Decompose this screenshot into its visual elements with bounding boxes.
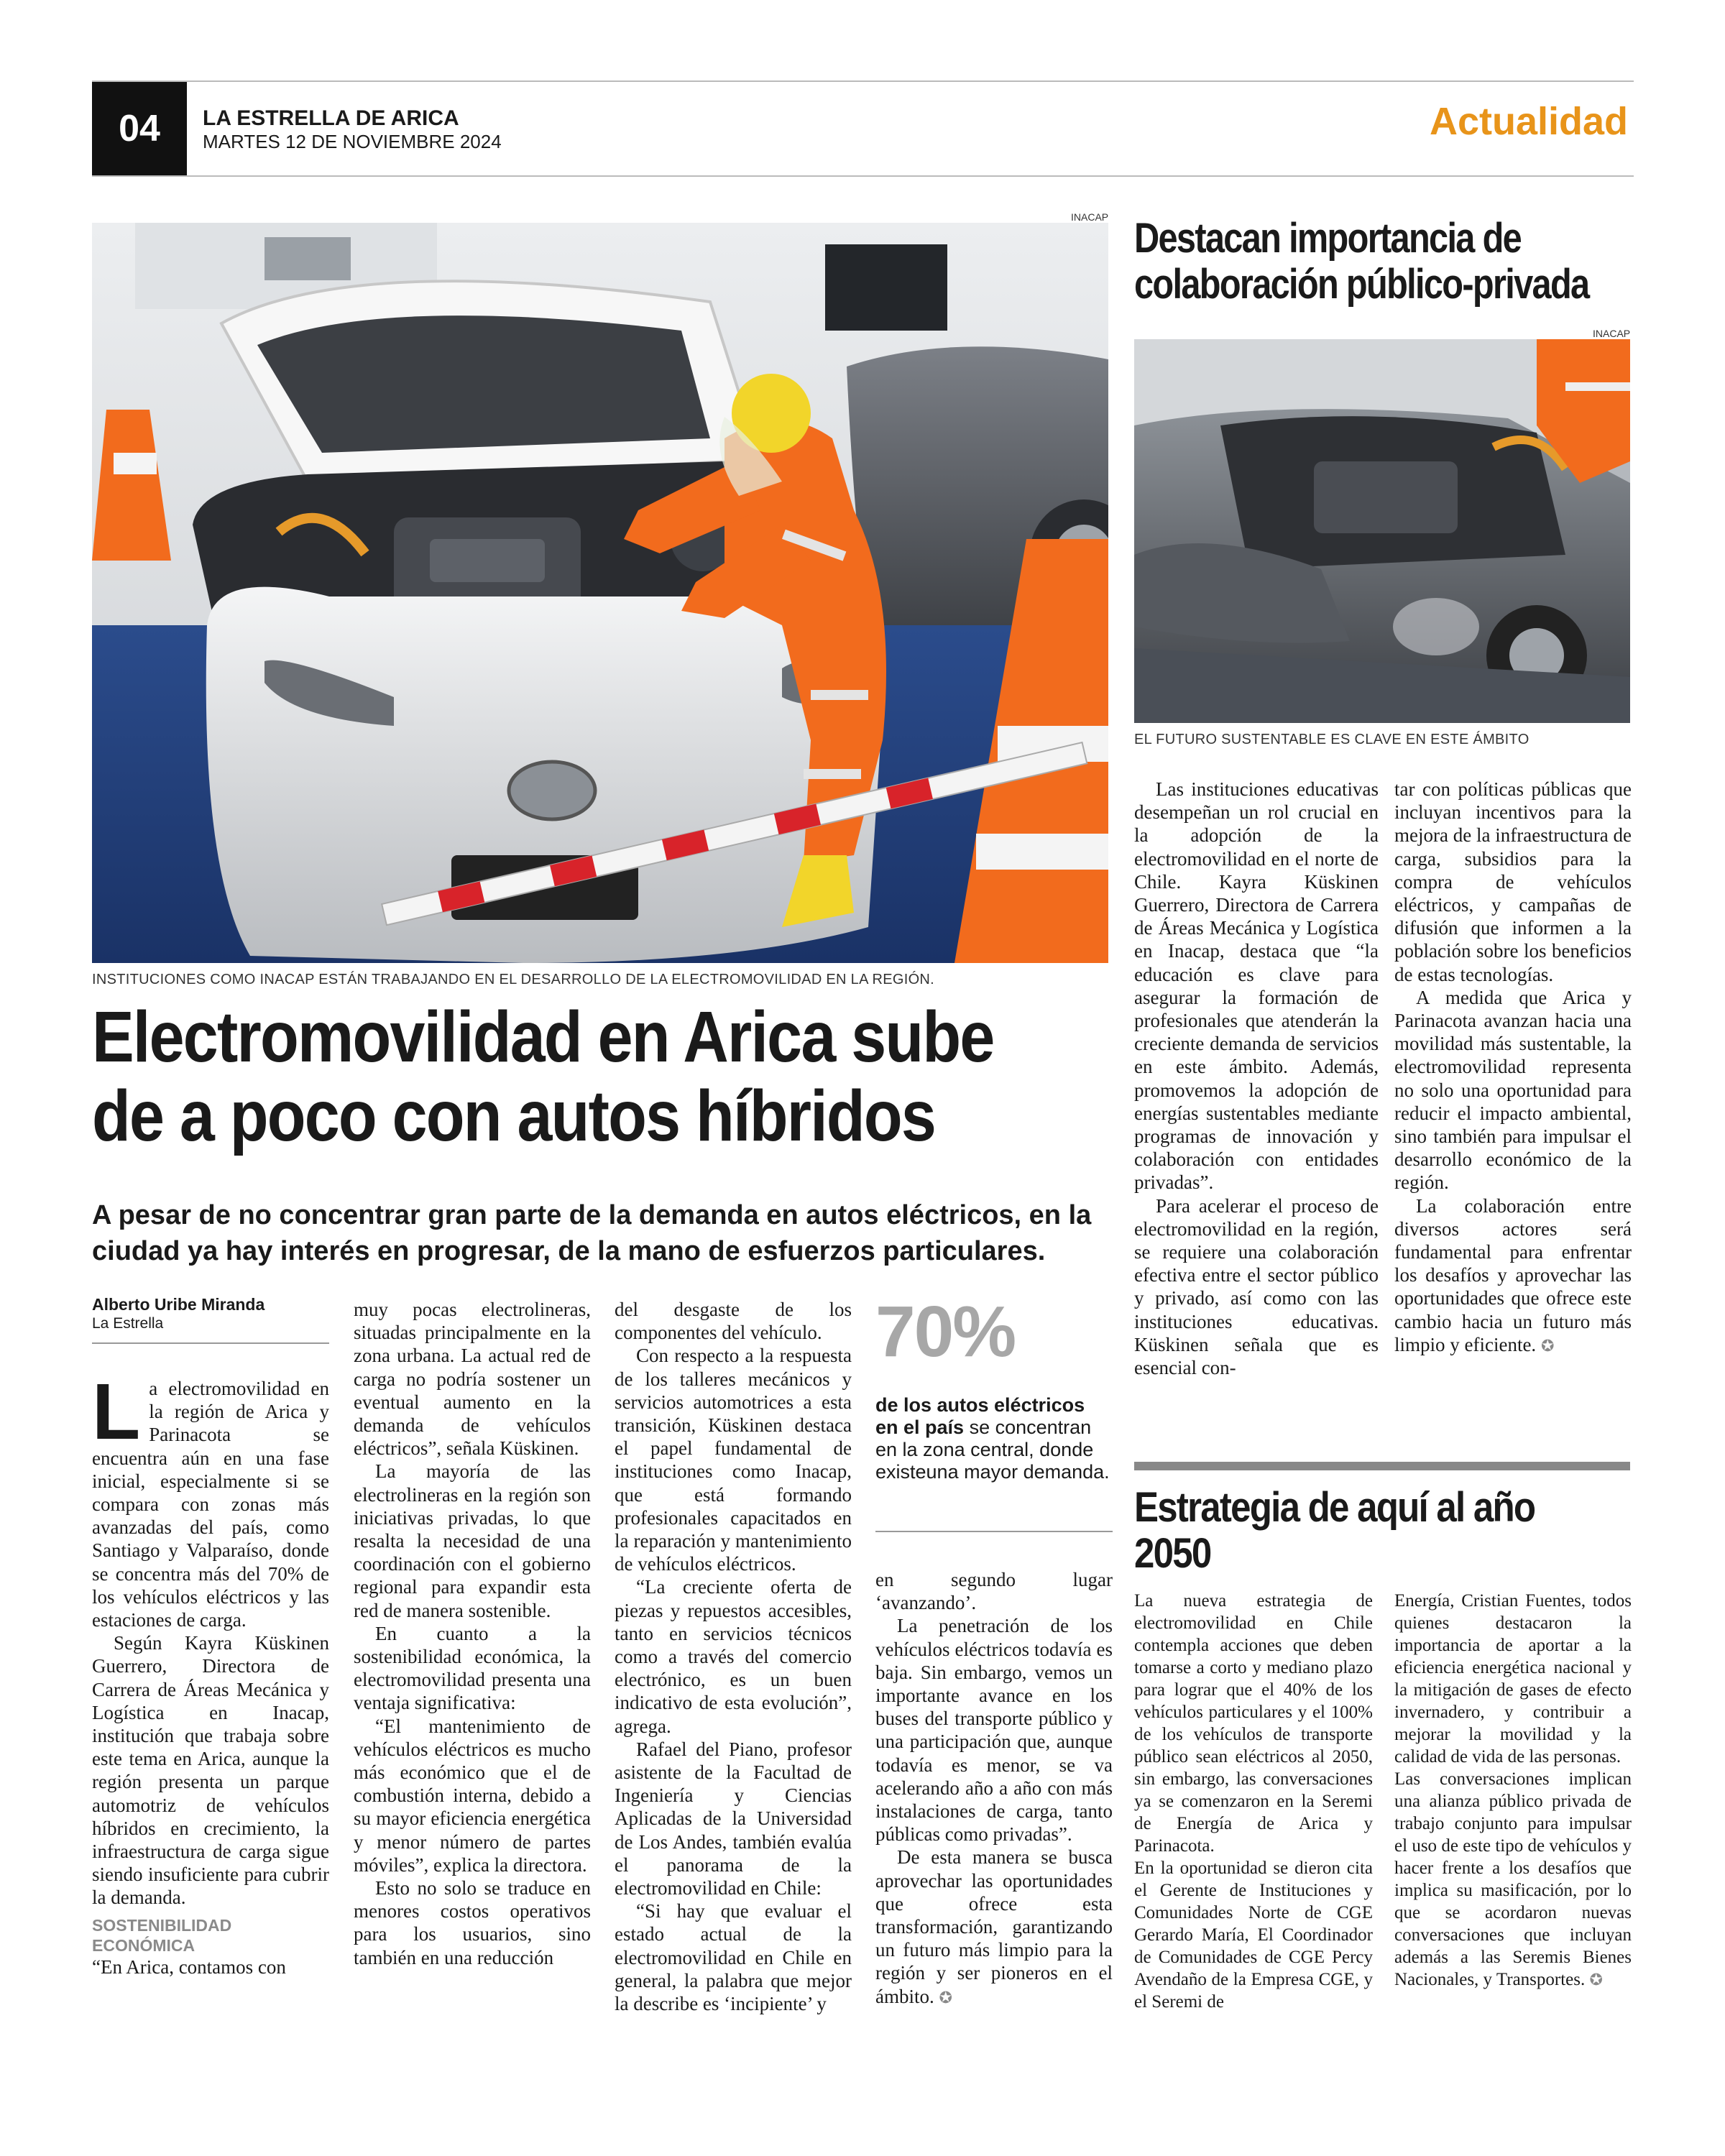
paragraph: En la oportunidad se dieron cita el Gerente de Instituciones y Comunidades Norte de CGE Gerardo María, El Coordinador de Comunidades de CGE Percy Avendaño de la Empresa CGE, y el Seremi de xyxy=(1134,1858,1373,2012)
byline-outlet: La Estrella xyxy=(92,1315,164,1332)
section-title: Actualidad xyxy=(1429,100,1628,143)
hybrid-car-engine-illustration xyxy=(1134,339,1630,723)
paragraph: Las instituciones educativas desempeñan un rol crucial en la adopción de la electromovilidad en el norte de Chile. Kayra Küskinen Guerrero, Directora de Carrera de Áreas Mecánica y Logística en Inacap, destaca que “la educación es clave para asegurar la formación de profesionales que atenderán la creciente demanda de servicios en este ámbito. Además, promovemos la adopción de energías sustentables mediante programas de innovación y colaboración con entidades privadas”. xyxy=(1134,778,1379,1194)
main-column-2 xyxy=(354,1298,591,1969)
byline-rule xyxy=(92,1342,329,1344)
page-number: 04 xyxy=(92,82,187,175)
stat-description xyxy=(875,1394,1113,1483)
header-rule-top xyxy=(92,80,1634,82)
paragraph: La penetración de los vehículos eléctricos todavía es baja. Sin embargo, vemos un importante avance en los buses del transporte público y una participación que, aunque todavía es menor, se va acelerando año a año con más instalaciones de carga, tanto públicas como privadas”. xyxy=(875,1615,1113,1846)
stat-rule xyxy=(875,1531,1113,1532)
paragraph: “En Arica, contamos con xyxy=(92,1955,286,1978)
main-photo-caption: INSTITUCIONES COMO INACAP ESTÁN TRABAJANDO EN EL DESARROLLO DE LA ELECTROMOVILIDAD EN LA REGIÓN. xyxy=(92,972,935,987)
side-article-1-column-2 xyxy=(1394,778,1632,1358)
main-photo-credit: INACAP xyxy=(1071,211,1109,223)
drop-cap: L xyxy=(92,1368,141,1456)
end-of-article-icon: ✪ xyxy=(1589,1971,1603,1989)
paragraph: La mayoría de las electrolineras en la región son iniciativas privadas, lo que resalta la necesidad de una coordinación con el gobierno regional para expandir esta red de manera sostenible. xyxy=(354,1460,591,1621)
main-photo xyxy=(92,223,1108,963)
end-of-article-icon: ✪ xyxy=(939,1988,952,2007)
side-article-2-column-2 xyxy=(1394,1590,1632,1991)
newspaper-name: LA ESTRELLA DE ARICA xyxy=(203,106,459,130)
paragraph: La electromovilidad en la región de Arica y Parinacota se encuentra aún en una fase inicial, especialmente si se compara con zonas más avanzadas del país, como Santiago y Valparaíso, donde se concentra más del 70% de los vehículos eléctricos y las estaciones de carga. xyxy=(92,1368,329,1631)
main-column-1 xyxy=(92,1368,329,1978)
paragraph: Energía, Cristian Fuentes, todos quienes destacaron la importancia de aportar a la eficiencia energética nacional y la mitigación de gases de efecto invernadero, y contribuir a mejorar la movilidad y la calidad de vida de las personas. xyxy=(1394,1591,1632,1766)
paragraph: en segundo lugar ‘avanzando’. xyxy=(875,1569,1113,1614)
stat-text: se concentran en la zona central, donde existeuna mayor demanda. xyxy=(875,1416,1110,1483)
side-article-2-headline: Estrategia de aquí al año 2050 xyxy=(1134,1484,1535,1577)
issue-date: MARTES 12 DE NOVIEMBRE 2024 xyxy=(203,131,502,152)
main-deck: A pesar de no concentrar gran parte de la demanda en autos eléctricos, en la ciudad ya hay interés en progresar, de la mano de esfuerzos particulares. xyxy=(92,1200,1092,1266)
byline-author: Alberto Uribe Miranda xyxy=(92,1295,265,1314)
paragraph: A medida que Arica y Parinacota avanzan hacia una movilidad más sustentable, la electromovilidad representa no solo una oportunidad para reducir el impacto ambiental, sino también para impulsar el desarrollo económico de la región. xyxy=(1394,986,1632,1194)
side-photo-credit: INACAP xyxy=(1593,328,1631,339)
main-headline: Electromovilidad en Arica sube de a poco con autos híbridos xyxy=(92,997,994,1156)
paragraph: tar con políticas públicas que incluyan incentivos para la mejora de la infraestructura de carga, subsidios para la compra de vehículos eléctricos, y campañas de difusión que informen a la población sobre los beneficios de estas tecnologías. xyxy=(1394,778,1632,985)
paragraph: “La creciente oferta de piezas y repuestos accesibles, tanto en servicios técnicos como a través del comercio electrónico, es un buen indicativo de esta evolución”, agrega. xyxy=(615,1576,852,1737)
side-photo-caption: EL FUTURO SUSTENTABLE ES CLAVE EN ESTE ÁMBITO xyxy=(1134,732,1530,747)
side-article-1-headline: Destacan importancia de colaboración público-privada xyxy=(1134,215,1589,308)
paragraph: Esto no solo se traduce en menores costos operativos para los usuarios, sino también en una reducción xyxy=(354,1877,591,1968)
stat-bold: de los autos eléctricos en el país xyxy=(875,1394,1085,1438)
electric-car-workshop-illustration xyxy=(92,223,1108,963)
paragraph: La colaboración entre diversos actores será fundamental para enfrentar los desafíos y aprovechar las oportunidades que ofrece este cambio hacia un futuro más limpio y eficiente. ✪ xyxy=(1394,1194,1632,1355)
paragraph: Las conversaciones implican una alianza público privada de trabajo conjunto para impulsar el uso de este tipo de vehículos y hacer frente a los desafíos que implica su masificación, por lo que se acordaron nuevas conversaciones que incluyan además a las Seremis Bienes Nacionales, y Transportes. ✪ xyxy=(1394,1769,1632,1989)
subheading: SOSTENIBILIDAD ECONÓMICA xyxy=(92,1915,232,1955)
paragraph: De esta manera se busca aprovechar las oportunidades que ofrece esta transformación, garantizando un futuro más limpio para la región y ser pioneros en el ámbito. ✪ xyxy=(875,1846,1113,2007)
end-of-article-icon: ✪ xyxy=(1540,1336,1555,1355)
main-column-4 xyxy=(875,1568,1113,2009)
paragraph: “El mantenimiento de vehículos eléctricos es mucho más económico que el de combustión interna, debido a su mayor eficiencia energética y menor número de partes móviles”, explica la directora. xyxy=(354,1715,591,1876)
paragraph: La nueva estrategia de electromovilidad en Chile contempla acciones que deben tomarse a corto y mediano plazo para lograr que el 40% de los vehículos particulares y el 100% de los vehículos de transporte público sean eléctricos al 2050, sin embargo, las conversaciones ya se comenzaron en la Seremi de Energía de Arica y Parinacota. xyxy=(1134,1591,1373,1856)
paragraph: muy pocas electrolineras, situadas principalmente en la zona urbana. La actual red de carga no podría sostener un eventual aumento en la demanda de vehículos eléctricos”, señala Küskinen. xyxy=(354,1299,591,1460)
stat-value: 70% xyxy=(875,1291,1016,1372)
paragraph: Con respecto a la respuesta de los talleres mecánicos y servicios automotrices a esta transición, Küskinen destaca el papel fundamental de instituciones como Inacap, que está formando profesionales capacitados en la reparación y mantenimiento de vehículos eléctricos. xyxy=(615,1345,852,1575)
paragraph: Rafael del Piano, profesor asistente de la Facultad de Ingeniería y Ciencias Aplicadas de la Universidad de Los Andes, también evalúa el panorama de la electromovilidad en Chile: xyxy=(615,1738,852,1899)
side-article-2-column-1 xyxy=(1134,1590,1373,2013)
paragraph: del desgaste de los componentes del vehículo. xyxy=(615,1299,852,1344)
header-rule-bottom xyxy=(92,175,1634,177)
paragraph: Para acelerar el proceso de electromovilidad en la región, se requiere una colaboración efectiva entre el sector público y privado, así como con las instituciones educativas. Küskinen señala que es esencial con- xyxy=(1134,1194,1379,1379)
paragraph: En cuanto a la sostenibilidad económica, la electromovilidad presenta una ventaja significativa: xyxy=(354,1622,591,1714)
side-photo xyxy=(1134,339,1630,723)
paragraph: Según Kayra Küskinen Guerrero, Directora de Carrera de Áreas Mecánica y Logística en Inacap, institución que trabaja sobre este tema en Arica, aunque la región presenta un parque automotriz de vehículos híbridos en crecimiento, la infraestructura de carga sigue siendo insuficiente para cubrir la demanda. xyxy=(92,1632,329,1909)
side-article-1-column-1 xyxy=(1134,778,1379,1379)
section-divider xyxy=(1134,1462,1630,1470)
paragraph: “Si hay que evaluar el estado actual de la electromovilidad en Chile en general, la palabra que mejor la describe es ‘incipiente’ y xyxy=(615,1900,852,2015)
main-column-3 xyxy=(615,1298,852,2015)
